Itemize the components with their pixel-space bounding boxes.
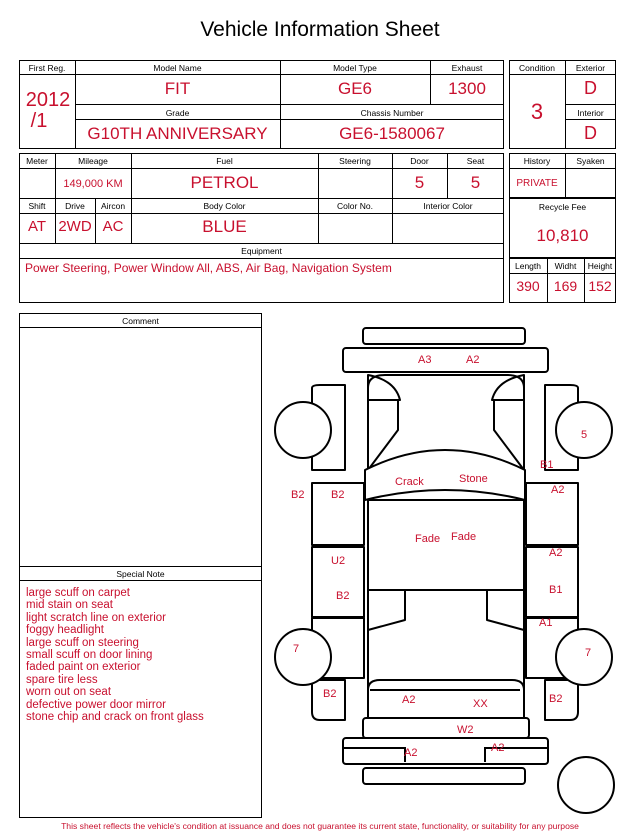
rear-bumper-top — [363, 328, 525, 344]
exterior-value: D — [584, 78, 597, 98]
height-value: 152 — [588, 278, 612, 294]
car-damage-diagram — [268, 318, 628, 818]
interior-label: Interior — [577, 108, 604, 118]
body-color-value: BLUE — [202, 217, 247, 236]
model-type-label: Model Type — [333, 63, 377, 73]
interior-value: D — [584, 123, 597, 143]
hood — [368, 680, 524, 720]
special-note-item: light scratch line on exterior — [26, 611, 166, 624]
damage-mark: Crack — [395, 476, 424, 488]
history-value: PRIVATE — [516, 178, 558, 189]
special-note-item: worn out on seat — [26, 686, 112, 699]
equipment-label: Equipment — [241, 246, 282, 256]
recycle-fee-value: 10,810 — [536, 226, 589, 245]
special-note-label: Special Note — [116, 569, 165, 579]
damage-mark: A2 — [491, 742, 505, 754]
left-side-front — [312, 680, 345, 720]
page-title: Vehicle Information Sheet — [200, 18, 440, 41]
front-bumper — [343, 738, 548, 764]
steering-label: Steering — [339, 156, 371, 166]
exhaust-label: Exhaust — [451, 63, 483, 73]
damage-mark: 7 — [585, 647, 592, 659]
damage-mark: B2 — [323, 688, 337, 700]
damage-mark: B1 — [549, 584, 563, 596]
damage-mark: XX — [473, 698, 488, 710]
door-label: Door — [410, 156, 429, 166]
body-color-label: Body Color — [203, 201, 246, 211]
meter-label: Meter — [26, 156, 48, 166]
aircon-value: AC — [102, 218, 124, 235]
special-notes-list — [26, 587, 204, 723]
special-note-item: spare tire less — [26, 673, 98, 686]
comment-label: Comment — [122, 316, 159, 326]
drive-label: Drive — [65, 201, 85, 211]
damage-mark: A3 — [418, 354, 432, 366]
damage-mark: A2 — [402, 694, 416, 706]
special-note-item: large scuff on steering — [26, 636, 139, 649]
damage-mark: 7 — [293, 643, 300, 655]
special-note-item: stone chip and crack on front glass — [26, 711, 204, 724]
aircon-label: Aircon — [100, 201, 126, 211]
damage-mark: B1 — [540, 459, 554, 471]
chassis-label: Chassis Number — [360, 108, 424, 118]
disclaimer-footer: This sheet reflects the vehicle's condition at issuance and does not guarantee its current state, functionality, or suitability for any purpose — [61, 821, 579, 831]
front-wheel-right — [556, 629, 612, 685]
damage-mark: 5 — [581, 429, 588, 441]
length-value: 390 — [516, 278, 540, 294]
model-type-value: GE6 — [337, 79, 373, 98]
mileage-value: 149,000 KM — [63, 178, 123, 190]
damage-mark: U2 — [331, 555, 346, 567]
grade-label: Grade — [165, 108, 190, 118]
damage-mark: A1 — [539, 617, 553, 629]
recycle-fee-label: Recycle Fee — [538, 202, 587, 212]
special-note-item: faded paint on exterior — [26, 661, 141, 674]
front-wheel-left — [275, 629, 331, 685]
roof — [368, 500, 524, 590]
history-label: History — [523, 156, 551, 166]
rear-wheel-left — [275, 402, 331, 458]
width-label: Widht — [554, 261, 577, 271]
chassis-value: GE6-1580067 — [339, 124, 445, 143]
equipment-value: Power Steering, Power Window All, ABS, Air Bag, Navigation System — [25, 261, 392, 275]
special-note-item: large scuff on carpet — [26, 587, 130, 599]
door-value: 5 — [414, 173, 425, 192]
model-name-value: FIT — [164, 79, 191, 98]
damage-mark: B2 — [336, 590, 350, 602]
first-reg-year: 2012 — [25, 89, 71, 111]
seat-label: Seat — [466, 156, 485, 166]
width-value: 169 — [553, 278, 578, 294]
front-grille — [363, 718, 529, 738]
special-note-item: foggy headlight — [26, 624, 105, 637]
damage-mark: Stone — [459, 473, 488, 485]
front-bumper-lower — [363, 768, 525, 784]
shift-label: Shift — [28, 201, 46, 211]
damage-mark: A2 — [551, 484, 565, 496]
fuel-label: Fuel — [216, 156, 233, 166]
spare-wheel — [558, 757, 614, 813]
mileage-label: Mileage — [78, 156, 108, 166]
damage-mark: W2 — [457, 724, 474, 736]
height-label: Height — [587, 261, 613, 271]
special-note-item: defective power door mirror — [26, 698, 166, 711]
condition-value: 3 — [530, 99, 544, 124]
interior-color-label: Interior Color — [423, 201, 473, 211]
first-reg-month: /1 — [30, 110, 48, 132]
damage-mark: Fade — [451, 531, 477, 543]
color-no-label: Color No. — [337, 201, 373, 211]
special-note-item: small scuff on door lining — [26, 649, 153, 662]
drive-value: 2WD — [58, 218, 92, 235]
grade-value: G10TH ANNIVERSARY — [87, 124, 268, 143]
seat-value: 5 — [470, 173, 481, 192]
fuel-value: PETROL — [190, 173, 259, 192]
model-name-label: Model Name — [153, 63, 202, 73]
shift-value: AT — [27, 218, 47, 235]
damage-mark: Fade — [415, 533, 441, 545]
first-reg-label: First Reg. — [28, 63, 66, 73]
exterior-label: Exterior — [575, 63, 606, 73]
condition-label: Condition — [519, 63, 555, 73]
syaken-label: Syaken — [576, 156, 605, 166]
exhaust-value: 1300 — [448, 79, 486, 98]
damage-mark: A2 — [549, 547, 563, 559]
length-label: Length — [515, 261, 541, 271]
damage-mark: B2 — [291, 489, 305, 501]
damage-mark: A2 — [466, 354, 480, 366]
special-note-item: mid stain on seat — [26, 599, 113, 612]
damage-mark: B2 — [549, 693, 563, 705]
rear-bumper — [343, 348, 548, 372]
damage-mark: B2 — [331, 489, 345, 501]
damage-mark: A2 — [404, 747, 418, 759]
